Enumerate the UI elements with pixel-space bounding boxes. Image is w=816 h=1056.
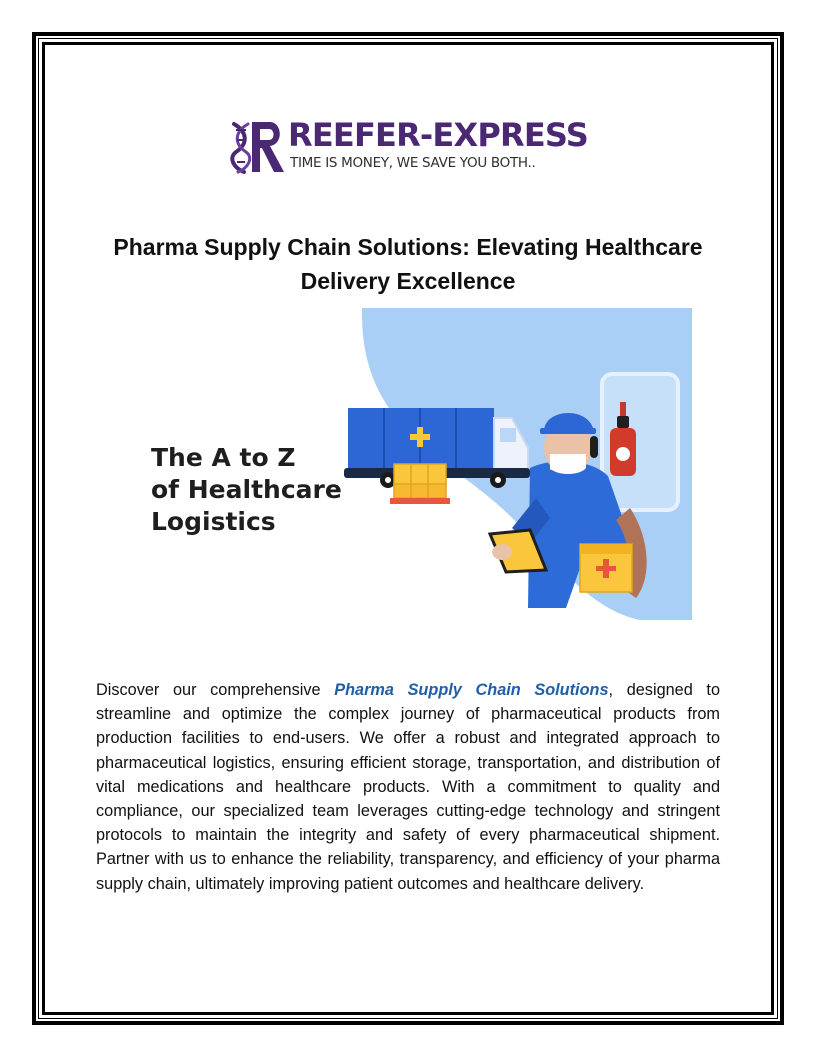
pallet-boxes-icon — [390, 464, 450, 504]
illustration-headline-line-1: The A to Z — [151, 443, 296, 472]
logistics-scene — [340, 308, 692, 620]
body-intro: Discover our comprehensive — [96, 681, 335, 699]
reefer-express-logo-mark-icon — [230, 118, 286, 176]
parcel-box-icon — [580, 544, 632, 592]
document-title: Pharma Supply Chain Solutions: Elevating Healthcare Delivery Excellence — [113, 234, 703, 294]
pharma-supply-chain-link[interactable]: Pharma Supply Chain Solutions — [334, 681, 609, 699]
illustration-headline — [151, 442, 342, 538]
hero-illustration — [130, 308, 692, 620]
illustration-headline-line-3: Logistics — [151, 507, 276, 536]
brand-tagline: TIME IS MONEY, WE SAVE YOU BOTH.. — [290, 155, 536, 171]
body-rest: , designed to streamline and optimize the complex journey of pharmaceutical products from production facilities to end-users. We offer a robust and integrated approach to pharmaceutical logistics, ensuring efficient storage, transportation, and distribution of vital medications and healthcare products. With a commitment to quality and compliance, our specialized team leverages cutting-edge technology and stringent protocols to maintain the integrity and safety of every pharmaceutical shipment. Partner with us to enhance the reliability, transparency, and efficiency of your pharma supply chain, ultimately improving patient outcomes and healthcare delivery. — [96, 681, 721, 893]
brand-name: REEFER-EXPRESS — [288, 116, 588, 154]
brand-logo — [230, 116, 610, 176]
illustration-headline-line-2: of Healthcare — [151, 475, 342, 504]
body-paragraph — [96, 678, 720, 896]
